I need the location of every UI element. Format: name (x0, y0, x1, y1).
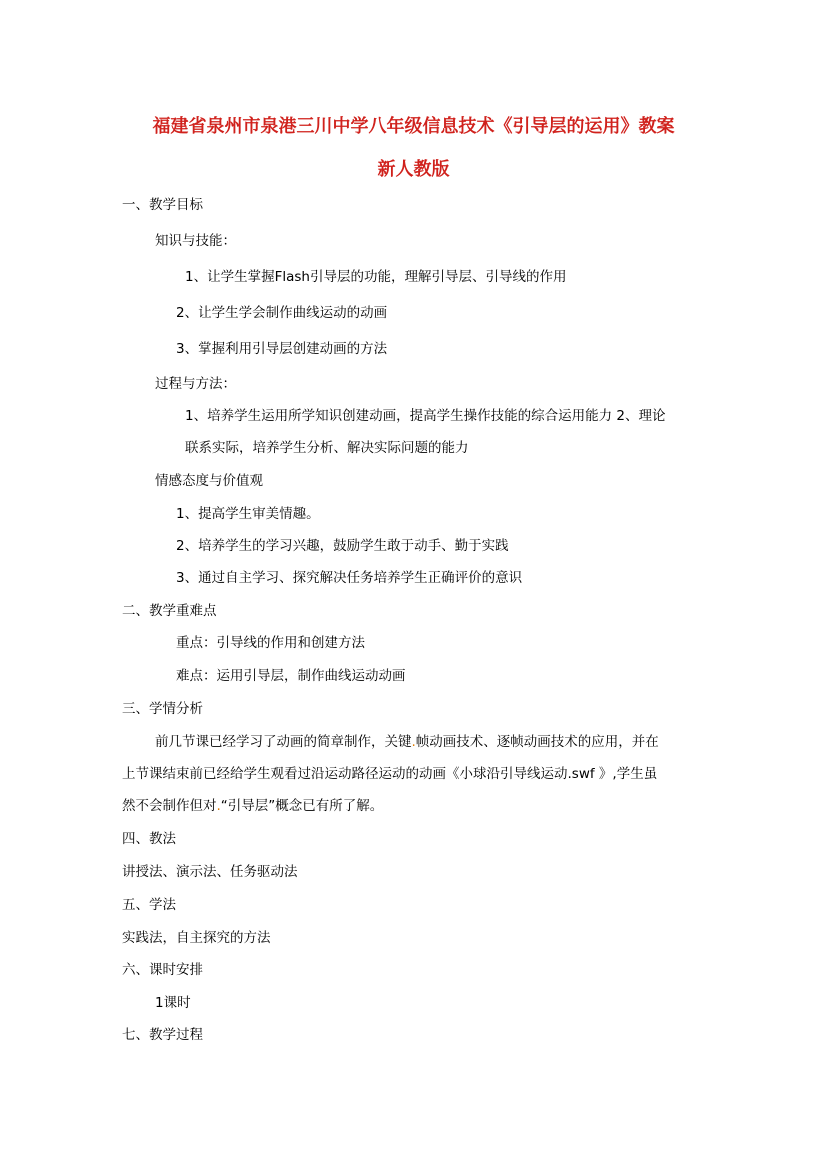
document-subtitle: 新人教版 (377, 159, 450, 180)
knowledge-item-1: 1、让学生掌握Flash引导层的功能，理解引导层、引导线的作用 (185, 269, 567, 285)
section-4-heading: 四、教法 (122, 831, 176, 847)
emotion-item-3: 3、通过自主学习、探究解决任务培养学生正确评价的意识 (176, 570, 523, 586)
knowledge-item-2: 2、让学生学会制作曲线运动的动画 (176, 305, 388, 321)
analysis-line-3-dot: . (216, 798, 221, 814)
knowledge-skills-label: 知识与技能： (155, 233, 236, 249)
analysis-line-3-part-b: “引导层”概念已有所了解。 (220, 798, 384, 814)
emotion-item-2: 2、培养学生的学习兴趣，鼓励学生敢于动手、勤于实践 (176, 538, 509, 554)
analysis-line-2: 上节课结束前已经给学生观看过沿运动路径运动的动画《小球沿引导线运动.swf 》,学生虽 (122, 766, 658, 782)
analysis-line-1-part-b: 帧动画技术、逐帧动画技术的应用，并在 (415, 734, 659, 750)
section-7-heading: 七、教学过程 (122, 1027, 203, 1043)
section-2-heading: 二、教学重难点 (122, 603, 217, 619)
document-title: 福建省泉州市泉港三川中学八年级信息技术《引导层的运用》教案 (152, 116, 675, 137)
knowledge-item-3: 3、掌握利用引导层创建动画的方法 (176, 341, 388, 357)
class-hours: 1课时 (155, 995, 191, 1011)
learning-methods: 实践法，自主探究的方法 (122, 930, 271, 946)
emotion-item-1: 1、提高学生审美情趣。 (176, 506, 320, 522)
analysis-line-1 (155, 733, 659, 751)
process-item-1-line-b: 联系实际，培养学生分析、解决实际问题的能力 (185, 440, 469, 456)
difficult-point: 难点：运用引导层，制作曲线运动动画 (176, 668, 406, 684)
section-5-heading: 五、学法 (122, 897, 176, 913)
key-point: 重点：引导线的作用和创建方法 (176, 635, 365, 651)
process-item-1-line-a: 1、培养学生运用所学知识创建动画，提高学生操作技能的综合运用能力 2、理论 (185, 408, 666, 424)
section-1-heading: 一、教学目标 (122, 197, 203, 213)
analysis-line-1-dot: . (411, 734, 416, 750)
analysis-line-3-part-a: 然不会制作但对 (122, 798, 217, 814)
process-method-label: 过程与方法： (155, 376, 236, 392)
teaching-methods: 讲授法、演示法、任务驱动法 (122, 864, 298, 880)
analysis-line-1-part-a: 前几节课已经学习了动画的简章制作，关键 (155, 734, 412, 750)
analysis-line-3 (122, 797, 383, 815)
section-6-heading: 六、课时安排 (122, 962, 203, 978)
section-3-heading: 三、学情分析 (122, 701, 203, 717)
emotion-values-label: 情感态度与价值观 (155, 473, 263, 489)
